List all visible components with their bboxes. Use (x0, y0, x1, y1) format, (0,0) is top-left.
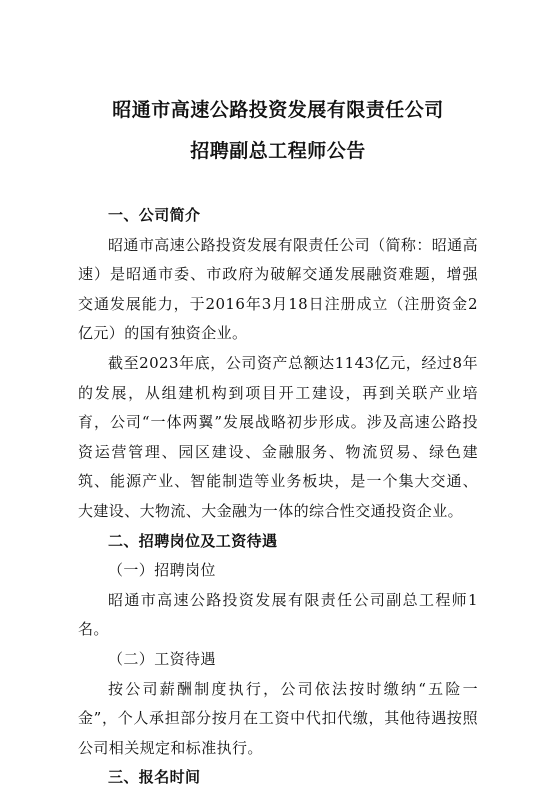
salary-text: 按公司薪酬制度执行，公司依法按时缴纳“五险一金”，个人承担部分按月在工资中代扣代缴，其他待遇按照公司相关规定和标准执行。 (78, 679, 478, 757)
document-body (78, 201, 478, 793)
subheading-salary: （二）工资待遇 (108, 649, 216, 668)
document-title-line2: 招聘副总工程师公告 (190, 140, 366, 162)
document-title-line1: 昭通市高速公路投资发展有限责任公司 (112, 99, 444, 121)
section-heading-time: 三、报名时间 (108, 768, 201, 787)
subheading-recruit-position: （一）招聘岗位 (108, 561, 216, 580)
intro-paragraph-1: 昭通市高速公路投资发展有限责任公司（简称：昭通高速）是昭通市委、市政府为破解交通发展融资难题，增强交通发展能力，于2016年3月18日注册成立（注册资金2亿元）的国有独资企业。 (78, 235, 478, 343)
section-heading-intro: 一、公司简介 (108, 206, 201, 224)
section-heading-position: 二、招聘岗位及工资待遇 (108, 531, 278, 550)
recruit-position-text: 昭通市高速公路投资发展有限责任公司副总工程师1名。 (78, 590, 478, 639)
intro-paragraph-2: 截至2023年底，公司资产总额达1143亿元，经过8年的发展，从组建机构到项目开工建设，再到关联产业培育，公司“一体两翼”发展战略初步形成。涉及高速公路投资运营管理、园区建设、金融服务、物流贸易、绿色建筑、能源产业、智能制造等业务板块，是一个集大交通、大建设、大物流、大金融为一体的综合性交通投资企业。 (78, 353, 478, 520)
